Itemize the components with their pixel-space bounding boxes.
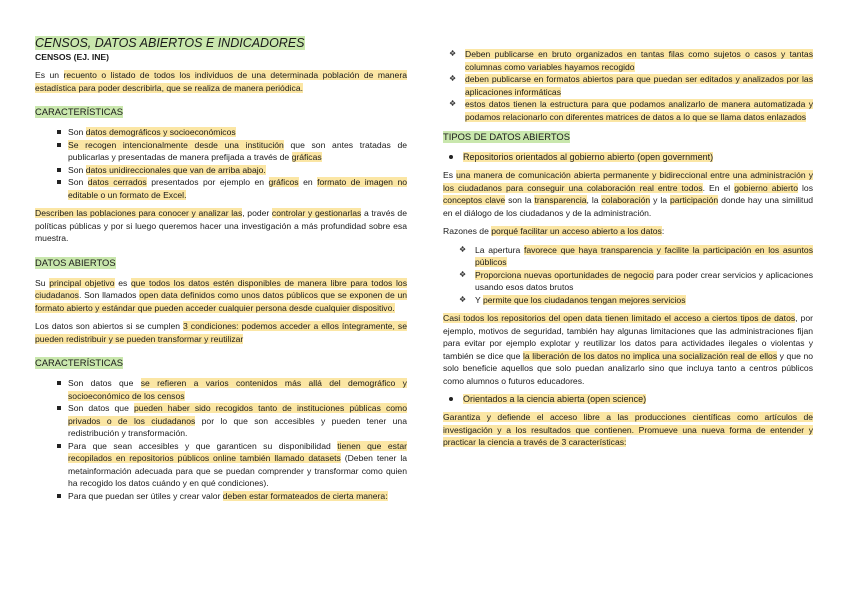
repo-gobierno-bullet: Repositorios orientados al gobierno abierto (open government) xyxy=(443,151,813,163)
list-item: Para que sean accesibles y que garanticen su disponibilidad tienen que estar recopilados en repositorios públicos online también llamado datasets (Deben tener la metainformación adecuada para que se puedan comprender y transformar como quien ha recogido los datos cuándo y en qué condiciones). xyxy=(35,440,407,490)
datos-characteristics-heading: CARACTERÍSTICAS xyxy=(35,357,124,368)
list-item: Son datos que pueden haber sido recogidos tanto de instituciones públicas como privados o de los ciudadanos por lo que son accesibles y pueden tener una redistribución y transformación. xyxy=(35,402,407,440)
list-item: ❖ Y permite que los ciudadanos tengan mejores servicios xyxy=(453,294,813,307)
razones-line: Razones de porqué facilitar un acceso abierto a los datos: xyxy=(443,226,665,236)
list-item: Son datos unidireccionales que van de arriba abajo. xyxy=(35,164,407,177)
tipos-heading: TIPOS DE DATOS ABIERTOS xyxy=(443,131,570,142)
censos-characteristics-heading: CARACTERÍSTICAS xyxy=(35,106,124,117)
censos-heading: CENSOS (EJ. INE) xyxy=(35,52,110,62)
gobierno-abierto-paragraph: Es una manera de comunicación abierta permanente y bidireccional entre una administración y los ciudadanos para conseguir una colaboración real entre todos. En el gobierno abierto los conceptos clave son la transparencia, la colaboración y la participación donde hay una similitud en el diálogo de los ciudadanos y de la administración. xyxy=(443,170,814,218)
left-column xyxy=(35,34,407,502)
list-item: ❖ Deben publicarse en bruto organizados en tantas filas como sujetos o casos y tantas columnas como variables hayamos recogido xyxy=(443,48,813,73)
datos-abiertos-heading: DATOS ABIERTOS xyxy=(35,256,116,268)
format-requirements-list xyxy=(443,48,813,123)
limitaciones-paragraph: Casi todos los repositorios del open data tienen limitado el acceso a ciertos tipos de datos, por ejemplo, motivos de seguridad, también hay algunas limitaciones que las administraciones fijan para evitar por ejemplo explotar y reutilizar los datos para actividades ilegales o violentas y también se dice que la liberación de los datos no implica una socialización real de ellos y que no solo beneficie aquellos que solo puedan analizarlo sino que incluya tanto a centros públicos como alumnos o futuros educadores. xyxy=(443,313,813,386)
list-item: ❖ La apertura favorece que haya transparencia y facilite la participación en los asuntos públicos xyxy=(453,244,813,269)
list-item: Son datos cerrados presentados por ejemplo en gráficos en formato de imagen no editable o un formato de Excel. xyxy=(35,176,407,201)
ciencia-abierta-paragraph: Garantiza y defiende el acceso libre a las producciones científicas como artículos de investigación y a los resultados que contienen. Promueve una nueva forma de entender y practicar la ciencia a través de 3 características: xyxy=(443,412,813,447)
datos-conditions: Los datos son abiertos si se cumplen 3 condiciones: podemos acceder a ellos íntegramente, se pueden redistribuir y se pueden transformar y reutilizar xyxy=(35,321,407,344)
ciencia-abierta-bullet: Orientados a la ciencia abierta (open science) xyxy=(443,393,813,405)
datos-characteristics-list xyxy=(35,377,407,502)
list-item: Para que puedan ser útiles y crear valor deben estar formateados de cierta manera: xyxy=(35,490,407,503)
list-item: ❖ deben publicarse en formatos abiertos para que puedan ser editados y analizados por las aplicaciones informáticas xyxy=(443,73,813,98)
razones-list xyxy=(443,244,813,307)
list-item: Son datos demográficos y socioeconómicos xyxy=(35,126,407,139)
datos-objective: Su principal objetivo es que todos los datos estén disponibles de manera libre para todos los ciudadanos. Son llamados open data definidos como unos datos públicos que se exponen de un formato abierto y estándar que pueden acceder cualquier persona desde cualquier dispositivo. xyxy=(35,277,408,313)
list-item: Son datos que se refieren a varios contenidos más allá del demográfico y socioeconómico de los censos xyxy=(35,377,407,402)
list-item: Se recogen intencionalmente desde una institución que son antes tratadas de publicarlas y presentadas de manera prefijada a través de gráficas xyxy=(35,139,407,164)
censos-intro: Es un recuento o listado de todos los individuos de una determinada población de manera estadística para poder describirla, que se realiza de manera periódica. xyxy=(35,70,407,93)
list-item: ❖ Proporciona nuevas oportunidades de negocio para poder crear servicios y aplicaciones usando esos datos brutos xyxy=(453,269,813,294)
censos-describe: Describen las poblaciones para conocer y analizar las, poder controlar y gestionarlas a través de políticas públicas y por si luego queremos hacer una investigación a más profundidad sobre esa muestra. xyxy=(35,208,407,243)
right-column xyxy=(443,48,813,449)
list-item: ❖ estos datos tienen la estructura para que podamos analizarlo de manera automatizada y podamos relacionarlo con diferentes matrices de datos a lo que se llama datos enlazados xyxy=(443,98,813,123)
document-title: CENSOS, DATOS ABIERTOS E INDICADORES xyxy=(35,36,305,50)
censos-characteristics-list xyxy=(35,126,407,201)
